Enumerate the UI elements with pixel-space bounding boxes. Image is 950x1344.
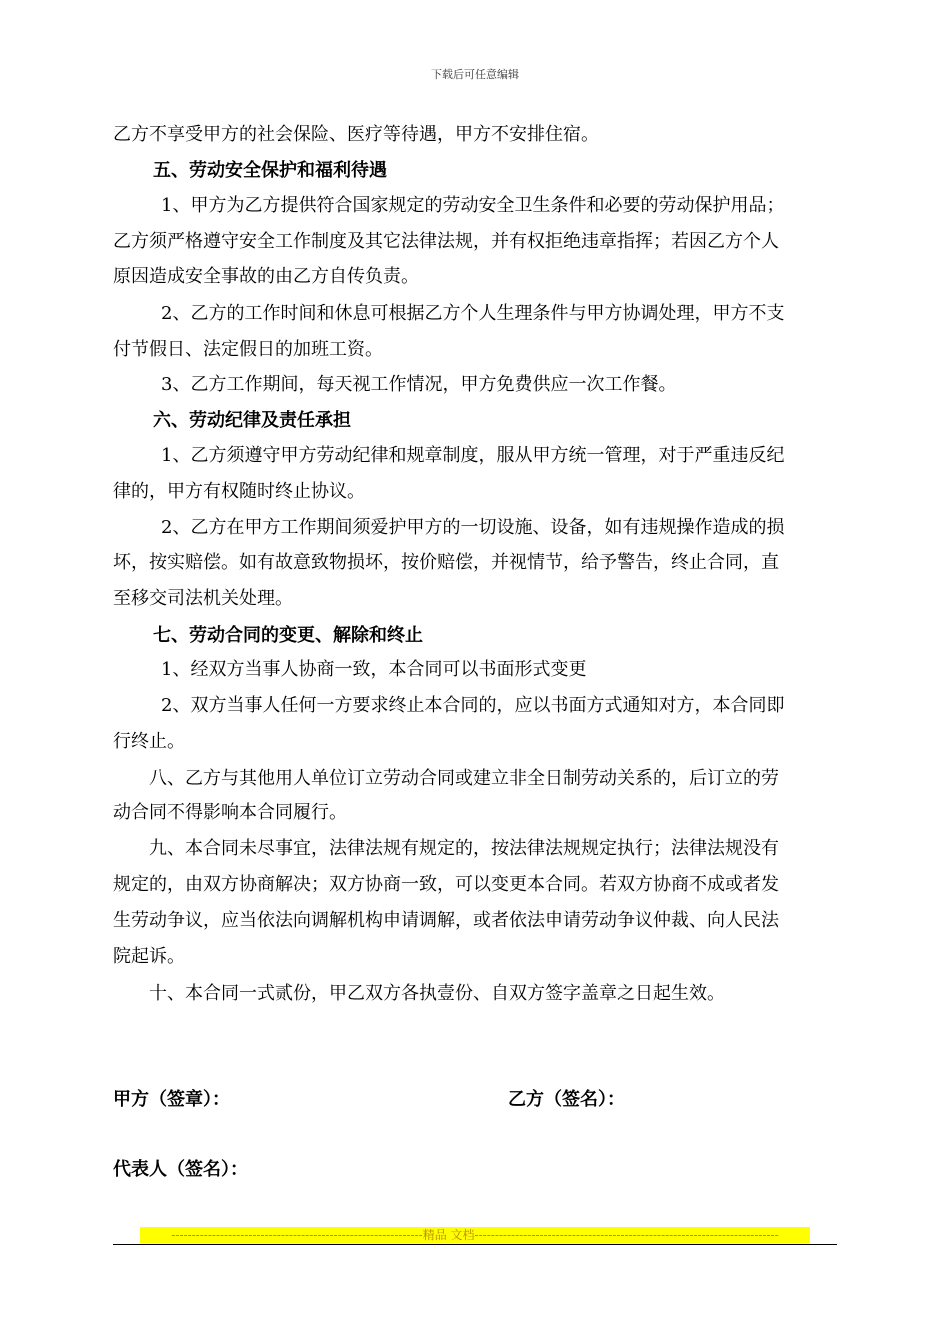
paragraph-line: 原因造成安全事故的由乙方自传负责。 [113,266,419,287]
paragraph-line: 付节假日、法定假日的加班工资。 [113,339,383,360]
paragraph-line: 坏，按实赔偿。如有故意致物损坏，按价赔偿，并视情节，给予警告，终止合同，直 [113,552,779,573]
paragraph-line: 2、乙方的工作时间和休息可根据乙方个人生理条件与甲方协调处理，甲方不支 [161,303,785,324]
paragraph-line: 2、乙方在甲方工作期间须爱护甲方的一切设施、设备，如有违规操作造成的损 [161,517,785,538]
paragraph-line: 十、本合同一式贰份，甲乙双方各执壹份、自双方签字盖章之日起生效。 [149,983,725,1004]
paragraph-line: 规定的，由双方协商解决；双方协商一致，可以变更本合同。若双方协商不成或者发 [113,874,779,895]
paragraph-line: 1、甲方为乙方提供符合国家规定的劳动安全卫生条件和必要的劳动保护用品； [161,195,785,216]
paragraph-line: 院起诉。 [113,946,185,967]
paragraph-line: 至移交司法机关处理。 [113,588,293,609]
header-note: 下载后可任意编辑 [431,68,519,81]
footer-rule [113,1244,837,1245]
paragraph-line: 动合同不得影响本合同履行。 [113,802,347,823]
section-heading: 五、劳动安全保护和福利待遇 [153,160,387,181]
paragraph-line: 八、乙方与其他用人单位订立劳动合同或建立非全日制劳动关系的，后订立的劳 [149,768,779,789]
signature-representative: 代表人（签名）： [113,1159,248,1180]
paragraph-line: 乙方须严格遵守安全工作制度及其它法律法规，并有权拒绝违章指挥；若因乙方个人 [113,231,779,252]
paragraph-line: 1、乙方须遵守甲方劳动纪律和规章制度，服从甲方统一管理，对于严重违反纪 [161,445,785,466]
paragraph-line: 生劳动争议，应当依法向调解机构申请调解，或者依法申请劳动争议仲裁、向人民法 [113,910,779,931]
paragraph-line: 乙方不享受甲方的社会保险、医疗等待遇，甲方不安排住宿。 [113,124,599,145]
paragraph-line: 行终止。 [113,731,185,752]
section-heading: 六、劳动纪律及责任承担 [153,410,351,431]
paragraph-line: 3、乙方工作期间，每天视工作情况，甲方免费供应一次工作餐。 [161,374,677,395]
section-heading: 七、劳动合同的变更、解除和终止 [153,625,423,646]
paragraph-line: 2、双方当事人任何一方要求终止本合同的，应以书面方式通知对方，本合同即 [161,695,785,716]
signature-party-a: 甲方（签章）： [113,1089,230,1110]
paragraph-line: 九、本合同未尽事宜，法律法规有规定的，按法律法规规定执行；法律法规没有 [149,838,779,859]
signature-party-b: 乙方（签名）： [508,1089,625,1110]
footer-banner: --------------------------------------------------------------精品 文档--------------------------------------------------------------------------- [140,1227,810,1243]
paragraph-line: 1、经双方当事人协商一致，本合同可以书面形式变更 [161,659,587,680]
paragraph-line: 律的，甲方有权随时终止协议。 [113,481,365,502]
